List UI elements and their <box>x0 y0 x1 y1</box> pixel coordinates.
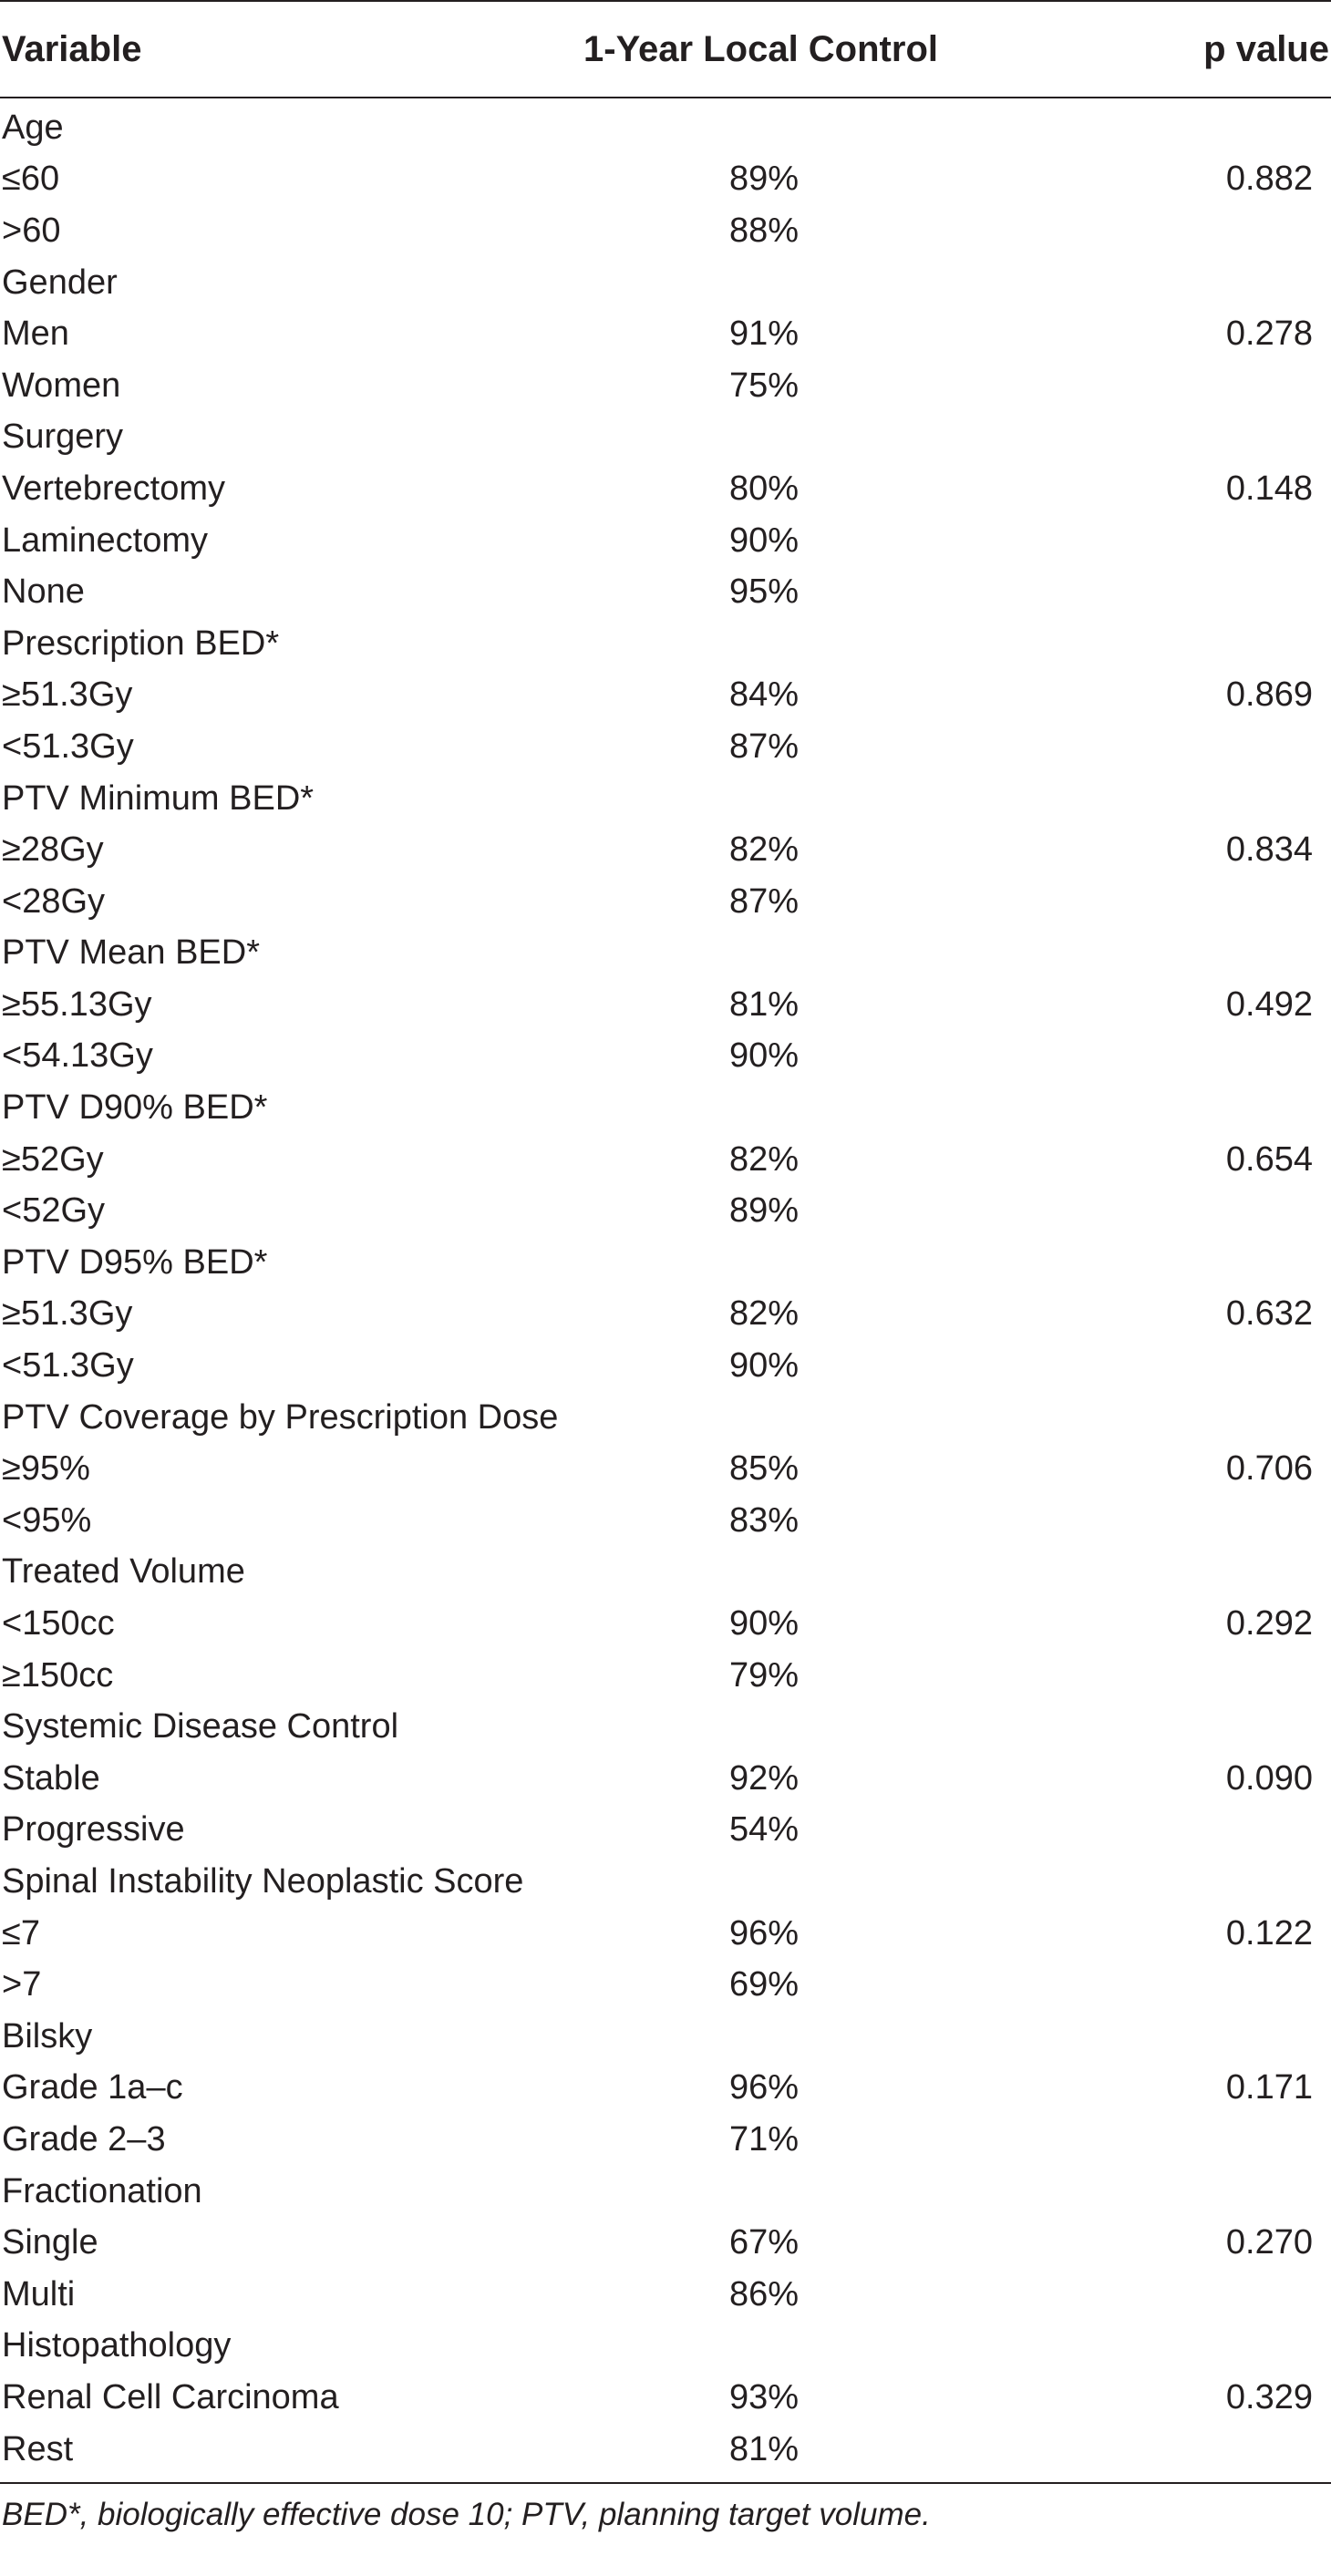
table-row <box>0 566 1331 618</box>
row-local-control: 82% <box>729 1294 800 1334</box>
row-local-control: 90% <box>729 520 800 560</box>
row-label: Laminectomy <box>2 520 208 560</box>
row-local-control: 83% <box>729 1500 800 1540</box>
table-row <box>0 1443 1331 1495</box>
table-row <box>0 1340 1331 1392</box>
header-variable: Variable <box>2 28 142 69</box>
table-row <box>0 1959 1331 2011</box>
row-label: Single <box>2 2223 98 2262</box>
row-p-value: 0.090 <box>1225 1758 1313 1798</box>
row-label: PTV Mean BED* <box>2 933 260 973</box>
table-row <box>0 1392 1331 1444</box>
row-local-control: 67% <box>729 2223 800 2262</box>
row-p-value: 0.492 <box>1225 984 1313 1024</box>
row-local-control: 90% <box>729 1036 800 1076</box>
table-row <box>0 1856 1331 1908</box>
row-local-control: 89% <box>729 1191 800 1231</box>
row-label: Rest <box>2 2429 74 2468</box>
table-row <box>0 205 1331 257</box>
row-label: ≤7 <box>2 1913 40 1953</box>
table-row <box>0 1908 1331 1960</box>
row-p-value: 0.270 <box>1225 2223 1313 2262</box>
row-local-control: 87% <box>729 726 800 766</box>
row-label: ≥51.3Gy <box>2 1294 133 1334</box>
table-row <box>0 2269 1331 2321</box>
row-local-control: 82% <box>729 1139 800 1179</box>
row-p-value: 0.171 <box>1225 2068 1313 2107</box>
row-label: Treated Volume <box>2 1552 245 1592</box>
table-header <box>0 2 1331 97</box>
table-row <box>0 979 1331 1031</box>
table-row <box>0 773 1331 825</box>
table-row <box>0 154 1331 206</box>
row-label: <51.3Gy <box>2 1346 134 1386</box>
row-label: ≥28Gy <box>2 830 104 870</box>
table-row <box>0 1289 1331 1341</box>
table-row <box>0 1598 1331 1650</box>
row-label: Spinal Instability Neoplastic Score <box>2 1861 524 1901</box>
table-row <box>0 928 1331 980</box>
table-row <box>0 618 1331 670</box>
row-label: Grade 1a–c <box>2 2068 183 2107</box>
row-local-control: 81% <box>729 2429 800 2468</box>
row-label: Prescription BED* <box>2 623 280 663</box>
row-local-control: 86% <box>729 2274 800 2313</box>
table-row <box>0 1650 1331 1702</box>
row-label: Men <box>2 314 69 354</box>
row-local-control: 84% <box>729 675 800 715</box>
row-label: None <box>2 572 85 612</box>
row-local-control: 92% <box>729 1758 800 1798</box>
row-local-control: 96% <box>729 2068 800 2107</box>
header-local-control: 1-Year Local Control <box>583 28 938 69</box>
table-row <box>0 2424 1331 2476</box>
row-label: Bilsky <box>2 2016 93 2056</box>
row-p-value: 0.122 <box>1225 1913 1313 1953</box>
row-label: PTV Coverage by Prescription Dose <box>2 1397 559 1437</box>
row-local-control: 90% <box>729 1346 800 1386</box>
table-body <box>0 98 1331 2482</box>
table-row <box>0 102 1331 154</box>
row-label: Gender <box>2 263 118 302</box>
row-p-value: 0.329 <box>1225 2377 1313 2416</box>
row-label: Grade 2–3 <box>2 2119 166 2159</box>
table-row <box>0 670 1331 722</box>
row-p-value: 0.882 <box>1225 160 1313 199</box>
table-row <box>0 412 1331 464</box>
header-p-value: p value <box>1203 28 1329 69</box>
row-local-control: 69% <box>729 1965 800 2004</box>
row-label: Stable <box>2 1758 100 1798</box>
row-label: Histopathology <box>2 2326 232 2365</box>
table-row <box>0 721 1331 773</box>
row-label: >60 <box>2 211 61 250</box>
row-p-value: 0.278 <box>1225 314 1313 354</box>
row-label: <54.13Gy <box>2 1036 153 1076</box>
row-label: <51.3Gy <box>2 726 134 766</box>
row-label: Fractionation <box>2 2171 202 2210</box>
row-p-value: 0.632 <box>1225 1294 1313 1334</box>
row-local-control: 88% <box>729 211 800 250</box>
row-local-control: 79% <box>729 1655 800 1695</box>
row-label: PTV D95% BED* <box>2 1242 268 1282</box>
row-label: >7 <box>2 1965 42 2004</box>
table-row <box>0 1753 1331 1805</box>
table-row <box>0 2114 1331 2166</box>
table-row <box>0 2217 1331 2269</box>
table-row <box>0 1237 1331 1289</box>
row-p-value: 0.834 <box>1225 830 1313 870</box>
table-row <box>0 1185 1331 1237</box>
table-row <box>0 1701 1331 1753</box>
row-local-control: 85% <box>729 1449 800 1489</box>
row-p-value: 0.869 <box>1225 675 1313 715</box>
table-row <box>0 308 1331 360</box>
row-label: ≥55.13Gy <box>2 984 152 1024</box>
row-label: Vertebrectomy <box>2 469 225 508</box>
table-row <box>0 1031 1331 1083</box>
row-p-value: 0.654 <box>1225 1139 1313 1179</box>
row-local-control: 96% <box>729 1913 800 1953</box>
table-row <box>0 463 1331 515</box>
row-label: Women <box>2 366 121 405</box>
row-label: ≥51.3Gy <box>2 675 133 715</box>
row-label: <95% <box>2 1500 92 1540</box>
row-local-control: 93% <box>729 2377 800 2416</box>
row-label: Progressive <box>2 1810 185 1850</box>
table-row <box>0 2166 1331 2218</box>
row-p-value: 0.706 <box>1225 1449 1313 1489</box>
row-label: Renal Cell Carcinoma <box>2 2377 339 2416</box>
row-label: <150cc <box>2 1604 115 1643</box>
row-local-control: 75% <box>729 366 800 405</box>
row-local-control: 54% <box>729 1810 800 1850</box>
row-label: ≥150cc <box>2 1655 114 1695</box>
row-label: <52Gy <box>2 1191 106 1231</box>
row-local-control: 80% <box>729 469 800 508</box>
row-local-control: 82% <box>729 830 800 870</box>
table-row <box>0 1547 1331 1599</box>
table-row <box>0 1495 1331 1547</box>
row-label: ≤60 <box>2 160 60 199</box>
row-local-control: 71% <box>729 2119 800 2159</box>
row-p-value: 0.148 <box>1225 469 1313 508</box>
table-row <box>0 515 1331 567</box>
table-row <box>0 2063 1331 2115</box>
row-p-value: 0.292 <box>1225 1604 1313 1643</box>
row-label: <28Gy <box>2 881 106 921</box>
table-row <box>0 2321 1331 2373</box>
table-row <box>0 360 1331 412</box>
row-local-control: 95% <box>729 572 800 612</box>
table-row <box>0 1805 1331 1857</box>
table-row <box>0 2372 1331 2424</box>
row-label: ≥95% <box>2 1449 90 1489</box>
row-local-control: 90% <box>729 1604 800 1643</box>
row-label: PTV Minimum BED* <box>2 778 315 818</box>
row-local-control: 91% <box>729 314 800 354</box>
table-row <box>0 876 1331 928</box>
row-label: Systemic Disease Control <box>2 1707 399 1747</box>
table-row <box>0 257 1331 309</box>
row-label: Surgery <box>2 417 124 457</box>
table-row <box>0 824 1331 876</box>
row-label: PTV D90% BED* <box>2 1088 268 1128</box>
row-label: Age <box>2 108 64 147</box>
row-label: Multi <box>2 2274 76 2313</box>
table-footnote: BED*, biologically effective dose 10; PTV, planning target volume. <box>2 2497 931 2533</box>
row-local-control: 89% <box>729 160 800 199</box>
row-local-control: 87% <box>729 881 800 921</box>
row-local-control: 81% <box>729 984 800 1024</box>
table-row <box>0 2011 1331 2063</box>
table-row <box>0 1082 1331 1134</box>
row-label: ≥52Gy <box>2 1139 104 1179</box>
table-row <box>0 1134 1331 1186</box>
